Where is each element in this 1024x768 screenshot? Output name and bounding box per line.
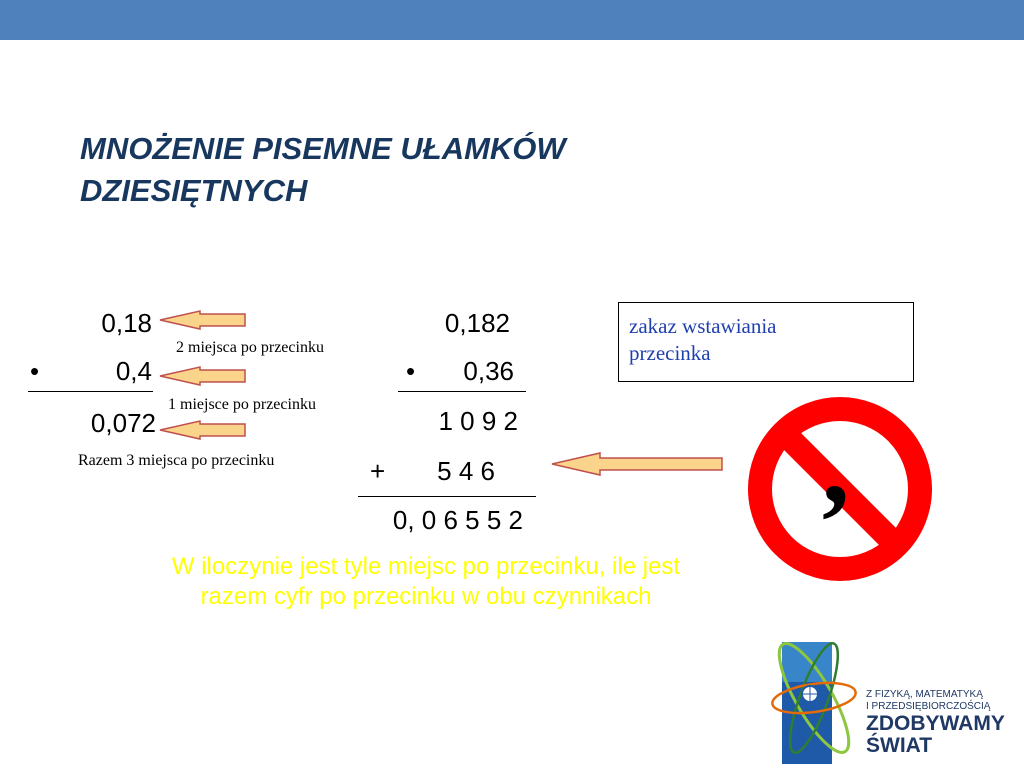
example1-factor1: 0,18	[101, 308, 152, 338]
slide-title-line1: MNOŻENIE PISEMNE UŁAMKÓW	[80, 131, 566, 166]
prohibited-comma: ,	[822, 404, 850, 526]
note-total-places: Razem 3 miejsca po przecinku	[78, 452, 275, 469]
example2-partial-product1: 1 0 9 2	[438, 406, 518, 436]
rule-text	[56, 552, 796, 612]
callout-box	[618, 302, 914, 382]
example1-product: 0,072	[90, 408, 156, 438]
rule-line1: W iloczynie jest tyle miejsc po przecinku, ile jest	[171, 553, 681, 580]
example2-factor1: 0,182	[444, 308, 510, 338]
logo-tagline-line1: Z FIZYKĄ, MATEMATYKĄ	[866, 689, 983, 700]
slide-title-line2: DZIESIĘTNYCH	[80, 173, 308, 208]
arrow-left-icon	[160, 367, 245, 385]
note-factor2-places: 1 miejsce po przecinku	[168, 396, 316, 413]
logo-title-line1: ZDOBYWAMY	[866, 712, 1005, 735]
arrow-left-icon	[160, 311, 245, 329]
example2-plus-sign: +	[370, 456, 386, 486]
arrow-left-icon	[552, 453, 722, 475]
project-logo-icon	[770, 624, 870, 768]
example2-result: 0, 0 6 5 5 2	[392, 505, 523, 535]
example1-multiply-bullet: •	[30, 356, 40, 386]
example2-multiply-bullet: •	[406, 356, 416, 386]
example1-factor2: 0,4	[115, 356, 152, 386]
note-factor1-places: 2 miejsca po przecinku	[176, 339, 324, 356]
arrow-left-icon	[160, 421, 245, 439]
rule-line2: razem cyfr po przecinku w obu czynnikach	[200, 583, 652, 610]
callout-line1: zakaz wstawiania	[629, 314, 777, 338]
logo-title-line2: ŚWIAT	[866, 734, 933, 757]
logo-tagline-line2: I PRZEDSIĘBIORCZOŚCIĄ	[866, 701, 991, 712]
callout-line2: przecinka	[629, 341, 711, 365]
example2-factor2: 0,36	[463, 356, 514, 386]
example2-partial-product2: 5 4 6	[437, 456, 495, 486]
